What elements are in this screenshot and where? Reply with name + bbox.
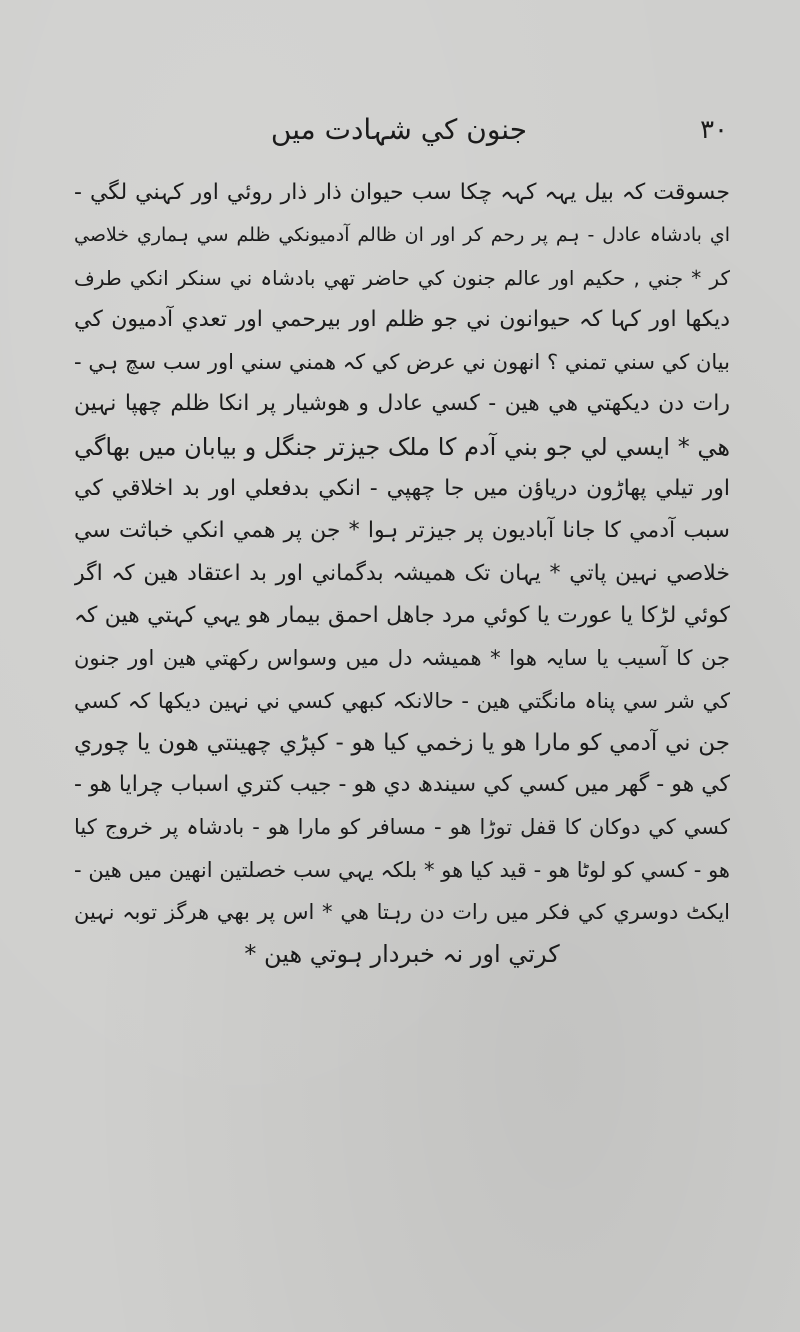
text-line: کر * جني , حکیم اور عالم جنون کي حاضر تھي بادشاہ ني سنکر انکي طرف bbox=[74, 265, 730, 290]
text-line: سبب آدمي کا جانا آبادیون پر جیزتر ہوا * جن پر ھمي انکي خباثت سي bbox=[74, 518, 730, 544]
text-line: جن ني آدمي کو مارا ھو یا زخمي کیا ھو - کپڑي چھینتي ھون یا چوري bbox=[74, 729, 730, 756]
text-line: بیان کي سني تمني ؟ انھون ني عرض کي کہ ھمني سني اور سب سچ ہي - bbox=[74, 350, 730, 375]
text-line-last: کرتي اور نہ خبردار ہوتي ھین * bbox=[244, 940, 560, 969]
text-line: جن کا آسیب یا سایہ ھوا * ھمیشہ دل میں وسواس رکھتي ھین اور جنون bbox=[74, 646, 730, 671]
text-line: دیکھا اور کہا کہ حیوانون ني جو ظلم اور بیرحمي اور تعدي آدمیون کي bbox=[74, 306, 730, 332]
text-line: رات دن دیکھتي ھي ھین - کسي عادل و ھوشیار پر انکا ظلم چھپا نہین bbox=[74, 391, 730, 417]
text-line: اي بادشاہ عادل - ہم پر رحم کر اور ان ظالم آدمیونکي ظلم سي ہماري خلاصي bbox=[74, 224, 730, 247]
text-line: ھو - کسي کو لوٹا ھو - قید کیا ھو * بلکہ یہي سب خصلتین انھین میں ھین - bbox=[74, 857, 730, 882]
text-line: کسي کي دوکان کا قفل توڑا ھو - مسافر کو مارا ھو - بادشاہ پر خروج کیا bbox=[74, 815, 730, 840]
page-header bbox=[70, 110, 728, 160]
text-line: خلاصي نہین پاتي * یہان تک ھمیشہ بدگماني اور بد اعتقاد ھین کہ اگر bbox=[74, 560, 730, 586]
text-line: کوئي لڑکا یا عورت یا کوئي مرد جاھل احمق بیمار ھو یہي کہتي ھین کہ bbox=[74, 602, 730, 628]
running-title: جنون کي شہادت میں bbox=[270, 113, 528, 146]
text-line: اور تیلي پھاڑون دریاؤن میں جا چھپي - انکي بدفعلي اور بد اخلاقي کي bbox=[74, 476, 730, 502]
text-line: کي شر سي پناہ مانگتي ھین - حالانکہ کبھي کسي ني نہین دیکھا کہ کسي bbox=[74, 688, 730, 713]
body-text bbox=[74, 172, 730, 976]
text-line: کي ھو - گھر میں کسي کي سیندھ دي ھو - جیب کتري اسباب چرایا ھو - bbox=[74, 772, 730, 798]
text-line: جسوقت کہ بیل یہہ کہہ چکا سب حیوان ذار ذار روئي اور کہني لگي - bbox=[74, 180, 730, 205]
text-line: ھي * ایسي لي جو بني آدم کا ملک جیزتر جنگل و بیابان میں بھاگي bbox=[74, 432, 730, 461]
page-number: ۳۰ bbox=[700, 115, 728, 145]
text-line: ایکٹ دوسري کي فکر میں رات دن رہتا ھي * اس پر بھي ھرگز توبہ نہین bbox=[74, 900, 730, 925]
